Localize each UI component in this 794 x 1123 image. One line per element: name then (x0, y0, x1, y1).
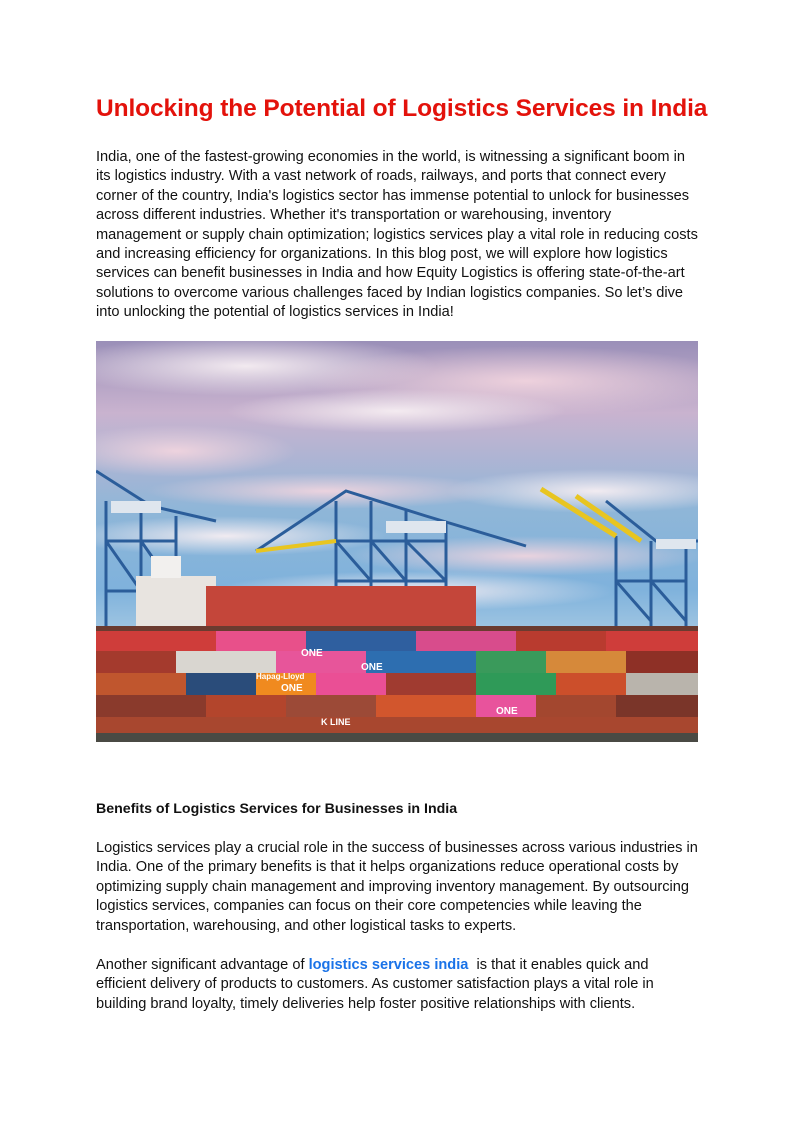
container-label-kline: K LINE (321, 717, 351, 727)
logistics-services-link[interactable]: logistics services india (308, 957, 469, 973)
container-label-one-2: ONE (281, 683, 303, 694)
advantage-text-before: Another significant advantage of (96, 957, 309, 973)
container-label-one-4: ONE (496, 706, 518, 717)
benefits-paragraph: Logistics services play a crucial role in the success of businesses across various industries in India. One of the primary benefits is that it helps organizations reduce operational costs by optimizing supply chain management and improving inventory management. By outsourcing logistics services, companies can focus on their core competencies while leaving the transportation, warehousing, and other logistical tasks to experts. (96, 840, 698, 934)
container-label-one-1: ONE (301, 648, 323, 659)
advantage-text-after: is that it enables quick and efficient delivery of products to customers. As customer satisfaction plays a vital role in building brand loyalty, timely deliveries help foster positive relationships with clients. (96, 957, 658, 1012)
intro-paragraph: India, one of the fastest-growing economies in the world, is witnessing a significant boom in its logistics industry. With a vast network of roads, railways, and ports that connect every corner of the country, India's logistics sector has immense potential to unlock for businesses across different industries. Whether it's transportation or warehousing, inventory management or supply chain optimization; logistics services play a vital role in reducing costs and increasing efficiency for organizations. In this blog post, we will explore how logistics services can benefit businesses in India and how Equity Logistics is offering state-of-the-art solutions to overcome various challenges faced by Indian logistics companies. So let’s dive into unlocking the potential of logistics services in India! (96, 149, 698, 321)
section-heading: Benefits of Logistics Services for Businesses in India (96, 801, 458, 817)
page-title: Unlocking the Potential of Logistics Services in India (96, 95, 708, 122)
container-label-hapag: Hapag-Lloyd (256, 672, 305, 681)
port-container-photo (96, 341, 698, 742)
advantage-paragraph (96, 956, 700, 1014)
container-label-one-3: ONE (361, 662, 383, 673)
